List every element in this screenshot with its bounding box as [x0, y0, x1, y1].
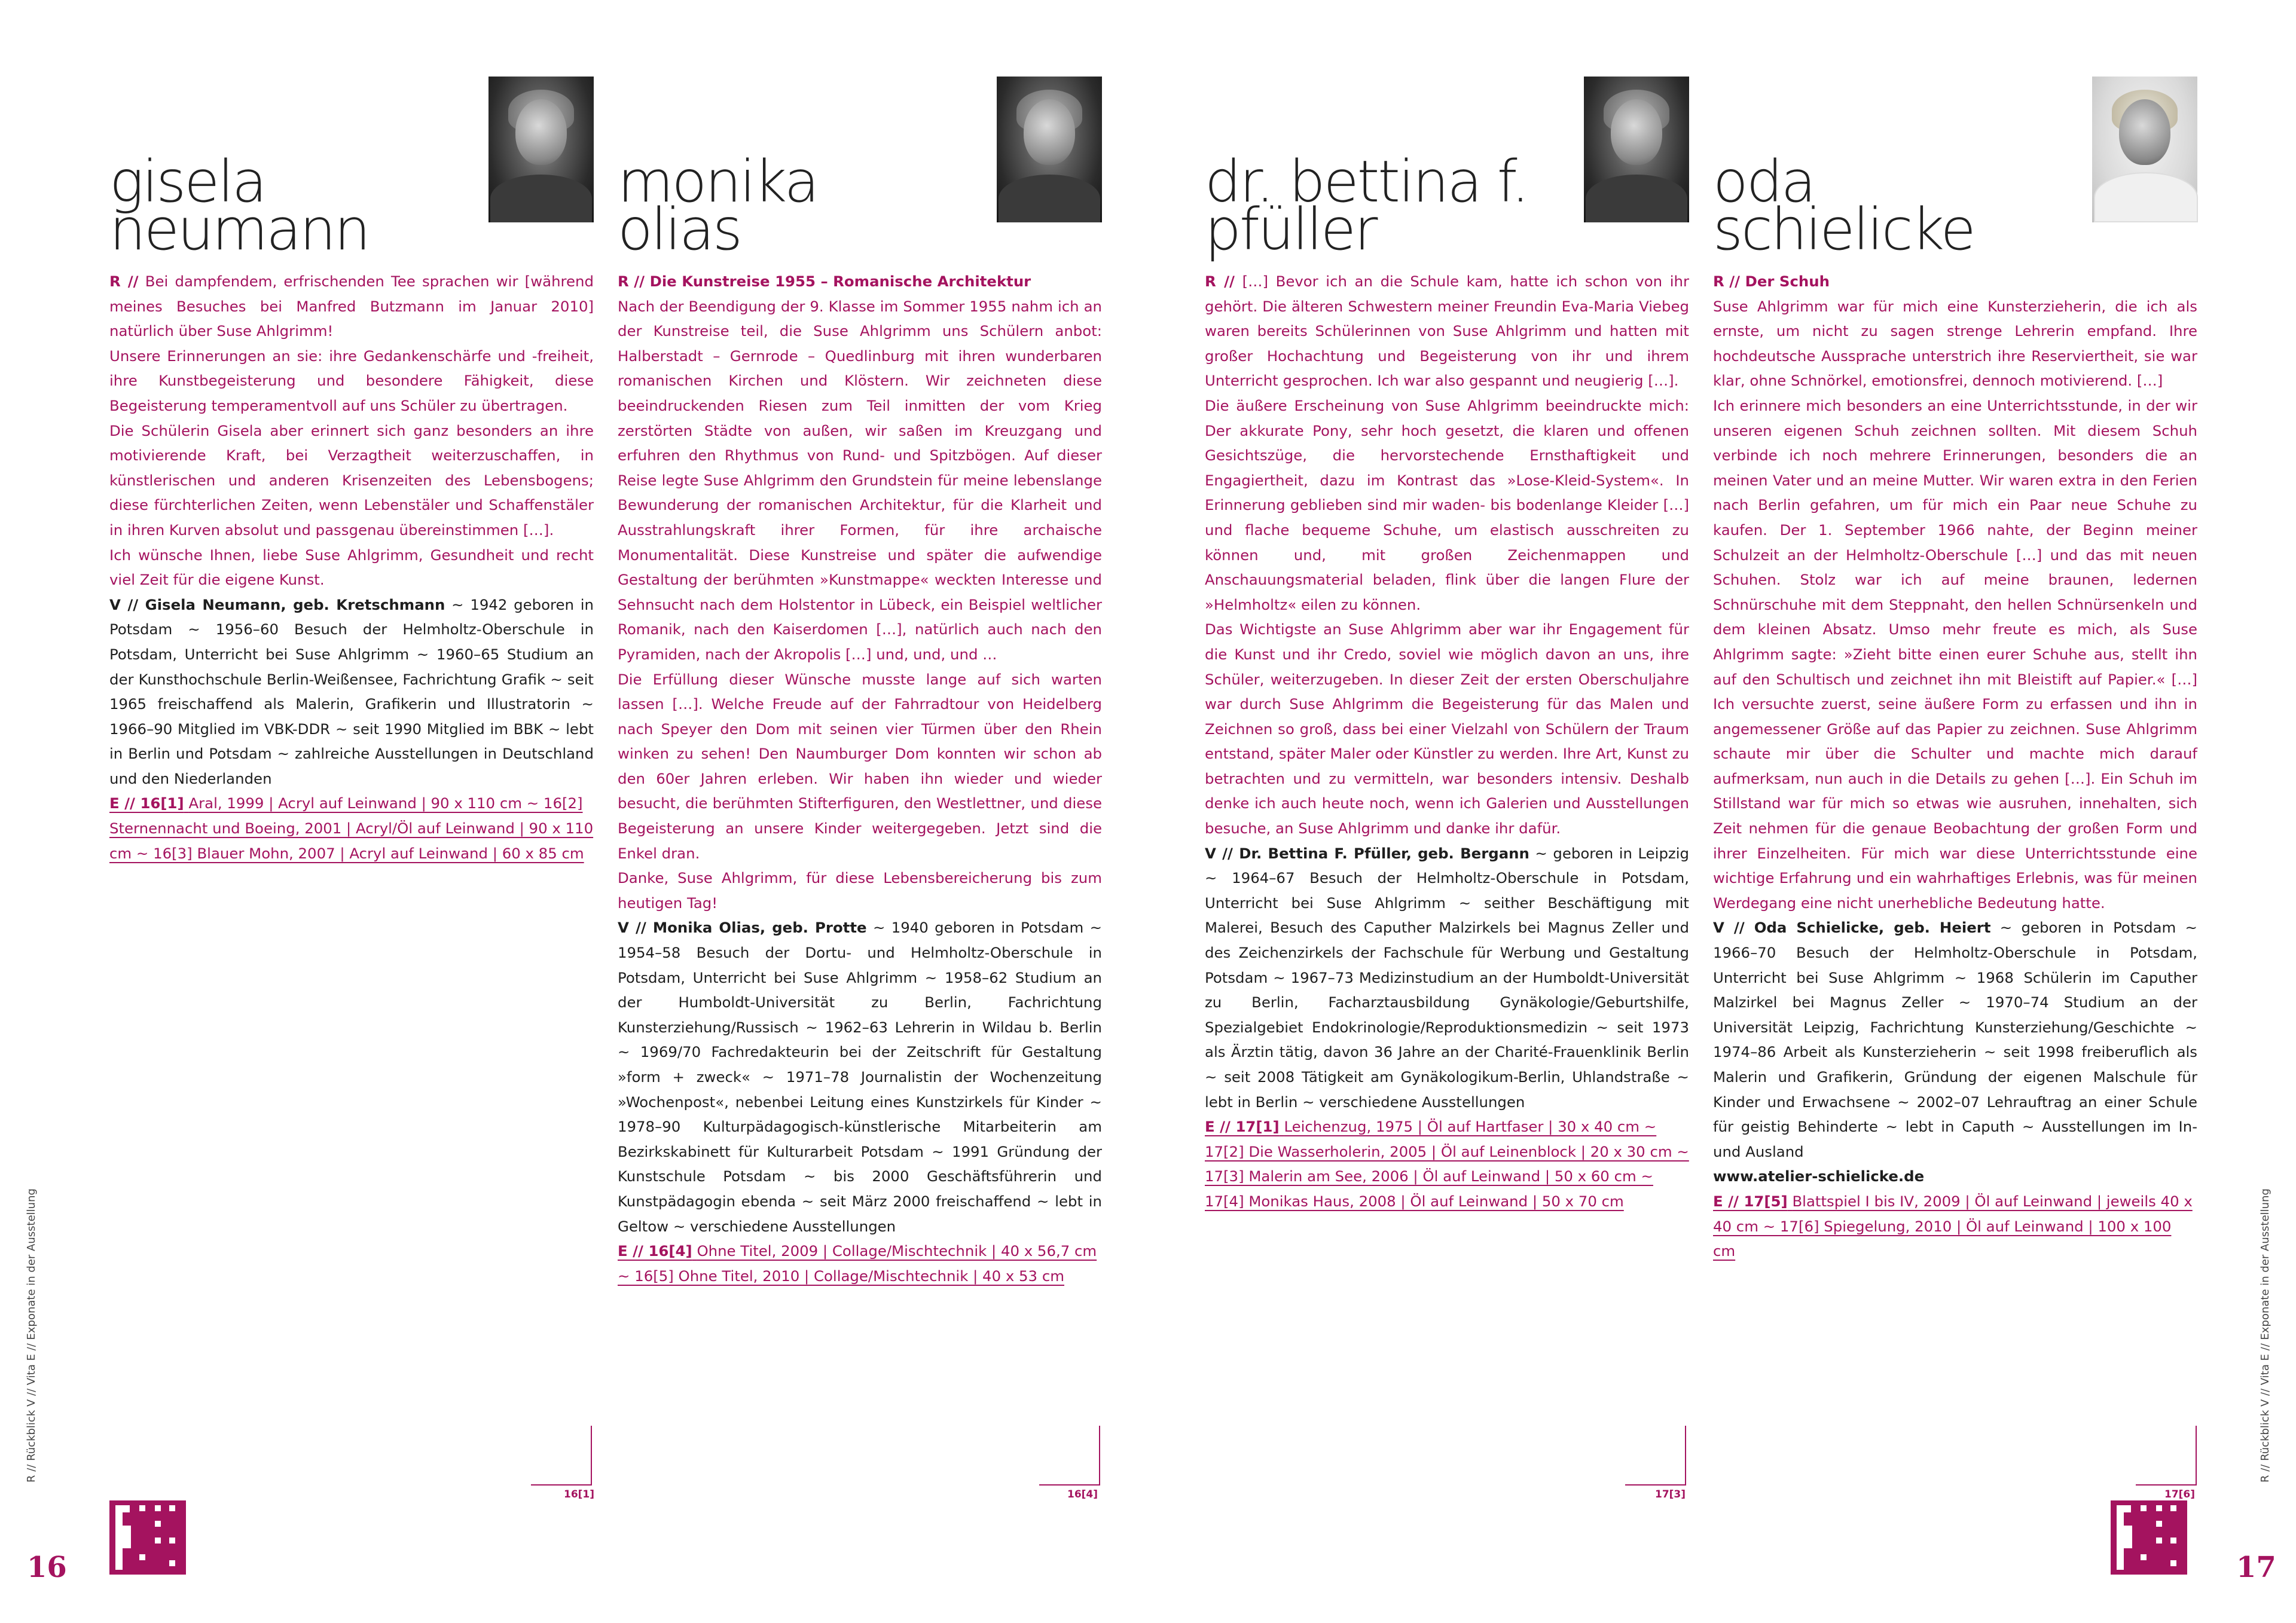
person-name: monika olias	[618, 148, 818, 263]
rueckblick-text: R // Bei dampfendem, erfrischenden Tee sprachen wir [während meines Besuches bei Manfred Butzmann im Januar 2010] natürlich über Suse Ahlgrimm!	[109, 273, 594, 340]
exponate-text: E // 17[5] Blattspiel I bis IV, 2009 | Öl auf Leinwand | jeweils 40 x 40 cm ~ 17[6] Spiegelung, 2010 | Öl auf Leinwand | 100 x 100 cm	[1713, 1192, 2193, 1260]
book-logo-right	[2111, 1500, 2187, 1575]
ref-line	[531, 1484, 591, 1486]
portrait-photo	[488, 77, 594, 222]
rueckblick-paragraph: Die Erfüllung dieser Wünsche musste lange auf sich warten lassen […]. Welche Freude auf der Fahrradtour von Heidelberg nach Speyer den Dom mit seinen vier Türmen über den Rhein winken zu sehen! Den Naumburger Dom konnten wir schon ab den 60er Jahren erleben. Wir haben ihn wieder und wieder besucht, die berühmten Stifterfiguren, den Westlettner, und diese Begeisterung an unsere Kinder weitergegeben. Jetzt sind die Enkel dran.	[618, 670, 1102, 862]
rueckblick-paragraph: Ich erinnere mich besonders an eine Unterrichtsstunde, in der wir unseren eigenen Schuh zeichnen sollten. Mit diesem Schuh verbinde ich noch mehrere Erinnerungen, besonders die an meinen Vater und an meine Mutter. Wir waren extra in den Ferien nach Berlin gefahren, um für mich ein Paar neue Schuhe zu kaufen. Der 1. September 1966 nahte, der Beginn meiner Schulzeit an der Helmholtz-Oberschule […] und das mit neuen Schuhen. Stolz war ich auf meine braunen, ledernen Schnürschuhe mit dem Steppnaht, den hellen Schnürsenkeln und dem kleinen Absatz. Umso mehr freute es mich, als Suse Ahlgrimm sagte: »Zieht bitte einen eurer Schuhe aus, stellt ihn auf den Schultisch und zeichnet ihn mit Bleistift auf Papier.« […] Ich versuchte zuerst, seine äußere Form zu erfassen und ihn in angemessener Größe auf das Papier zu zeichnen. Suse Ahlgrimm schaute mir über die Schulter und machte mich darauf aufmerksam, nun auch in die Details zu gehen […]. Ein Schuh im Stillstand war für mich so etwas wie ausruhen, innehalten, sich Zeit nehmen für die genaue Beobachtung der großen Form und ihrer Einzelheiten. Für mich war diese Unterrichtsstunde eine wichtige Erfahrung und ein wahrhaftiges Erlebnis, was für meinen Werdegang eine nicht unerhebliche Bedeutung hatte.	[1713, 396, 2197, 912]
vita-text: V // Monika Olias, geb. Protte ~ 1940 geboren in Potsdam ~ 1954–58 Besuch der Dortu- und Helmholtz-Oberschule in Potsdam, Unterricht bei Suse Ahlgrimm ~ 1958–62 Studium an der Humboldt-Universität zu Berlin, Fachrichtung Kunsterziehung/Russisch ~ 1962–63 Lehrerin in Wildau b. Berlin ~ 1969/70 Fachredakteurin bei der Zeitschrift für Gestaltung »form + zweck« ~ 1971–78 Journalistin der Wochenzeitung »Wochenpost«, nebenbei Leitung eines Kunstzirkels für Kinder ~ 1978–90 Kulturpädagogisch-künstlerische Mitarbeiterin am Bezirkskabinett für Kulturarbeit Potsdam ~ 1991 Gründung der Kunstschule Potsdam ~ bis 2000 Geschäftsführerin und Kunstpädagogin ebenda ~ seit März 2000 freischaffend ~ lebt in Geltow ~ verschiedene Ausstellungen	[618, 919, 1103, 1235]
ref-line	[591, 1426, 592, 1486]
website-link[interactable]: www.atelier-schielicke.de	[1713, 1167, 1925, 1185]
rueckblick-paragraph: Unsere Erinnerungen an sie: ihre Gedankenschärfe und -freiheit, ihre Kunstbegeisterung und besondere Fähigkeit, diese Begeisterung temperamentvoll auf uns Schüler zu übertragen.	[109, 347, 594, 414]
column-oda-schielicke	[1713, 72, 2197, 1264]
rueckblick-paragraph: Das Wichtigste an Suse Ahlgrimm aber war ihr Engagement für die Kunst und ihr Credo, soviel wie möglich davon an uns, ihre Schüler, weiterzugeben. In dieser Zeit der ersten Oberschuljahre war durch Suse Ahlgrimm die Begeisterung für das Malen und Zeichnen so groß, dass bei einer Vielzahl von Schülern der Traum entstand, später Maler oder Künstler zu werden. Ihre Art, Kunst zu betrachten und zu vermitteln, war besonders intensiv. Deshalb denke ich auch heute noch, wenn ich Galerien und Ausstellungen besuche, an Suse Ahlgrimm und danke ihr dafür.	[1205, 621, 1689, 838]
page-number-right: 17	[2236, 1551, 2276, 1584]
vita-text: V // Dr. Bettina F. Pfüller, geb. Bergann ~ geboren in Leipzig ~ 1964–67 Besuch der Helmholtz-Oberschule in Potsdam, Unterricht bei Suse Ahlgrimm ~ seither Beschäftigung mit Malerei, Besuch des Caputher Malzirkels bei Magnus Zeller und des Zeichenzirkels der Fachschule für Werbung und Gestaltung Potsdam ~ 1967–73 Medizinstudium an der Humboldt-Universität zu Berlin, Facharztausbildung Gynäkologie/Geburtshilfe, Spezialgebiet Endokrinologie/Reproduktionsmedizin ~ seit 1973 als Ärztin tätig, davon 36 Jahre an der Charité-Frauenklinik Berlin ~ seit 2008 Tätigkeit am Gynäkologikum-Berlin, Uhlandstraße ~ lebt in Berlin ~ verschiedene Ausstellungen	[1205, 844, 1689, 1111]
rueckblick-paragraph: Die Schülerin Gisela aber erinnert sich ganz besonders an ihre motivierende Kraft, bei Verzagtheit weiterzuschaffen, in künstlerischen und anderen Krisenzeiten des Lebensbogens; diese fürchterlichen Zeiten, wenn Lebenstäler und Schaffenstäler in ihren Kurven absolut und passgenau übereinstimmen […].	[109, 421, 594, 539]
ref-line	[1625, 1484, 1685, 1486]
sidebar-legend-right: R // Rückblick V // Vita E // Exponate in der Ausstellung	[2259, 1188, 2271, 1483]
ref-line	[1685, 1426, 1686, 1486]
column-monika-olias	[618, 72, 1102, 1288]
person-name: oda schielicke	[1713, 148, 1974, 263]
page-number-left: 16	[27, 1551, 67, 1584]
figure-ref: 16[1]	[564, 1488, 595, 1500]
person-name: dr. bettina f. pfüller	[1205, 148, 1528, 263]
figure-ref: 17[3]	[1655, 1488, 1686, 1500]
rueckblick-heading: R // Die Kunstreise 1955 – Romanische Architektur	[618, 273, 1031, 290]
exponate-text: E // 16[1] Aral, 1999 | Acryl auf Leinwand | 90 x 110 cm ~ 16[2] Sternennacht und Boeing, 2001 | Acryl/Öl auf Leinwand | 90 x 110 cm ~ 16[3] Blauer Mohn, 2007 | Acryl auf Leinwand | 60 x 85 cm	[109, 794, 594, 862]
exponate-text: E // 17[1] Leichenzug, 1975 | Öl auf Hartfaser | 30 x 40 cm ~ 17[2] Die Wasserholerin, 2005 | Öl auf Leinenblock | 20 x 30 cm ~ 17[3] Malerin am See, 2006 | Öl auf Leinwand | 50 x 60 cm ~ 17[4] Monikas Haus, 2008 | Öl auf Leinwand | 50 x 70 cm	[1205, 1118, 1689, 1210]
portrait-photo	[1584, 77, 1689, 222]
ref-line	[2196, 1426, 2197, 1486]
sidebar-legend-left: R // Rückblick V // Vita E // Exponate in der Ausstellung	[25, 1188, 38, 1483]
portrait-photo	[2092, 77, 2197, 222]
figure-ref: 16[4]	[1067, 1488, 1098, 1500]
rueckblick-paragraph: Danke, Suse Ahlgrimm, für diese Lebensbereicherung bis zum heutigen Tag!	[618, 869, 1102, 912]
column-gisela-neumann	[109, 72, 594, 866]
column-bettina-pfueller	[1205, 72, 1689, 1214]
ref-line	[2136, 1484, 2196, 1486]
rueckblick-paragraph: Ich wünsche Ihnen, liebe Suse Ahlgrimm, Gesundheit und recht viel Zeit für die eigene Kunst.	[109, 546, 594, 589]
rueckblick-heading: R // Der Schuh	[1713, 273, 1830, 290]
book-logo-left	[109, 1500, 186, 1575]
vita-text: V // Gisela Neumann, geb. Kretschmann ~ 1942 geboren in Potsdam ~ 1956–60 Besuch der Helmholtz-Oberschule in Potsdam, Unterricht bei Suse Ahlgrimm ~ 1960–65 Studium an der Kunsthochschule Berlin-Weißensee, Fachrichtung Grafik ~ seit 1965 freischaffend als Malerin, Grafikerin und Illustratorin ~ 1966–90 Mitglied im VBK-DDR ~ seit 1990 Mitglied im BBK ~ lebt in Berlin und Potsdam ~ zahlreiche Ausstellungen in Deutschland und den Niederlanden	[109, 595, 594, 787]
exponate-text: E // 16[4] Ohne Titel, 2009 | Collage/Mischtechnik | 40 x 56,7 cm ~ 16[5] Ohne Titel, 2010 | Collage/Mischtechnik | 40 x 53 cm	[618, 1242, 1097, 1285]
figure-ref: 17[6]	[2164, 1488, 2196, 1500]
ref-line	[1099, 1426, 1100, 1486]
vita-text: V // Oda Schielicke, geb. Heiert ~ geboren in Potsdam ~ 1966–70 Besuch der Helmholtz-Oberschule in Potsdam, Unterricht bei Suse Ahlgrimm ~ 1968 Schülerin im Caputher Malzirkel bei Magnus Zeller ~ 1970–74 Studium an der Universität Leipzig, Fachrichtung Kunsterziehung/Geschichte ~ 1974–86 Arbeit als Kunsterzieherin ~ seit 1998 freiberuflich als Malerin und Grafikerin, Gründung der eigenen Malschule für Kinder und Erwachsene ~ 2002–07 Lehrauftrag an einer Schule für geistig Behinderte ~ lebt in Caputh ~ Ausstellungen im In- und Ausland	[1713, 919, 2197, 1160]
rueckblick-paragraph: Die äußere Erscheinung von Suse Ahlgrimm beeindruckte mich: Der akkurate Pony, sehr hoch gesetzt, die klaren und offenen Gesichtszüge, die hervorstechende Ernsthaftigkeit und Engagiertheit, dazu im Kontrast das »Lose-Kleid-System«. In Erinnerung geblieben sind mir waden- bis bodenlange Kleider […] und flache bequeme Schuhe, um elastisch ausschreiten zu können und, mit großen Zeichenmappen und Anschauungsmaterial beladen, flink über die langen Flure der »Helmholtz« eilen zu können.	[1205, 396, 1689, 613]
person-name: gisela neumann	[109, 148, 369, 263]
rueckblick-text: R // […] Bevor ich an die Schule kam, hatte ich schon von ihr gehört. Die älteren Schwestern meiner Freundin Eva-Maria Viebeg waren bereits Schülerinnen von Suse Ahlgrimm und hatten mit großer Hochachtung und Begeisterung von ihr und ihrem Unterricht gesprochen. Ich war also gespannt und neugierig […].	[1205, 273, 1690, 390]
ref-line	[1039, 1484, 1099, 1486]
rueckblick-paragraph: Nach der Beendigung der 9. Klasse im Sommer 1955 nahm ich an der Kunstreise teil, die Suse Ahlgrimm uns Schülern anbot: Halberstadt – Gernrode – Quedlinburg mit ihren wunderbaren romanischen Kirchen und Klöstern. Wir zeichneten diese beeindruckenden Riesen zum Teil inmitten der vom Krieg zerstörten Städte von außen, wir saßen im Kreuzgang und erfuhren den Rhythmus von Rund- und Spitzbögen. Auf dieser Reise legte Suse Ahlgrimm den Grundstein für meine lebenslange Bewunderung der romanischen Architektur, für die Klarheit und Ausstrahlungskraft ihrer Formen, für ihre archaische Monumentalität. Diese Kunstreise und später die aufwendige Gestaltung der berühmten »Kunstmappe« weckten Interesse und Sehnsucht nach dem Holstentor in Lübeck, ein Beispiel weltlicher Romanik, nach den Kaiserdomen […], natürlich auch nach den Pyramiden, nach der Akropolis […] und, und, und …	[618, 297, 1102, 663]
rueckblick-paragraph: Suse Ahlgrimm war für mich eine Kunsterzieherin, die ich als ernste, um nicht zu sagen strenge Lehrerin empfand. Ihre hochdeutsche Aussprache unterstrich ihre Reserviertheit, sie war klar, ohne Schnörkel, emotionsfrei, dennoch motivierend. […]	[1713, 297, 2197, 390]
portrait-photo	[997, 77, 1102, 222]
